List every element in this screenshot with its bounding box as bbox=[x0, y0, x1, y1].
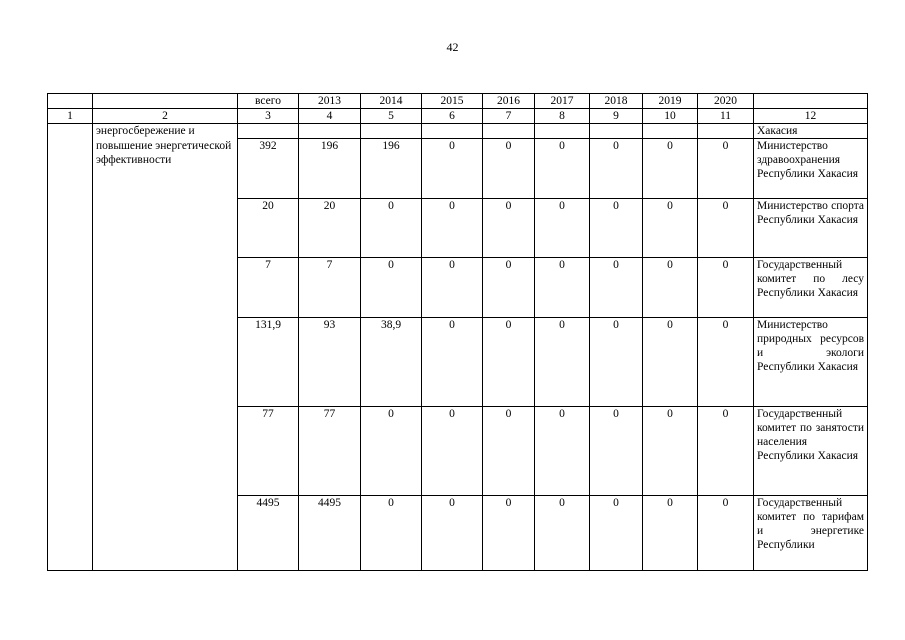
year-value: 0 bbox=[698, 139, 754, 199]
year-value: 0 bbox=[483, 407, 535, 496]
year-value: 4495 bbox=[299, 496, 361, 571]
year-value: 0 bbox=[535, 258, 590, 318]
year-value: 0 bbox=[698, 258, 754, 318]
year-value: 0 bbox=[483, 199, 535, 258]
page-number: 42 bbox=[446, 40, 459, 54]
year-value: 20 bbox=[299, 199, 361, 258]
column-number: 6 bbox=[422, 109, 483, 124]
header-cell-year: 2015 bbox=[422, 94, 483, 109]
executor-cell: Министерство здравоохранения Республики Хакасия bbox=[754, 139, 868, 199]
year-value: 0 bbox=[698, 199, 754, 258]
total-value: 131,9 bbox=[238, 318, 299, 407]
year-value: 0 bbox=[590, 139, 643, 199]
year-value: 0 bbox=[643, 496, 698, 571]
year-value: 0 bbox=[422, 407, 483, 496]
header-cell-year: 2019 bbox=[643, 94, 698, 109]
executor-cell: Государственный комитет по занятости населения Республики Хакасия bbox=[754, 407, 868, 496]
year-value: 0 bbox=[590, 199, 643, 258]
year-value: 0 bbox=[422, 199, 483, 258]
column-number-row bbox=[48, 109, 868, 124]
year-value: 38,9 bbox=[361, 318, 422, 407]
year-value: 0 bbox=[590, 407, 643, 496]
column-number: 3 bbox=[238, 109, 299, 124]
year-value: 0 bbox=[361, 199, 422, 258]
year-value: 93 bbox=[299, 318, 361, 407]
year-value: 0 bbox=[535, 496, 590, 571]
year-value: 0 bbox=[643, 318, 698, 407]
column-number: 2 bbox=[93, 109, 238, 124]
year-value: 7 bbox=[299, 258, 361, 318]
year-value: 0 bbox=[483, 318, 535, 407]
year-value: 0 bbox=[643, 199, 698, 258]
header-cell-total: всего bbox=[238, 94, 299, 109]
column-number: 8 bbox=[535, 109, 590, 124]
year-value: 0 bbox=[590, 496, 643, 571]
year-value: 0 bbox=[535, 318, 590, 407]
total-value: 77 bbox=[238, 407, 299, 496]
year-value: 0 bbox=[483, 139, 535, 199]
year-value: 0 bbox=[422, 318, 483, 407]
column-number: 9 bbox=[590, 109, 643, 124]
program-table bbox=[47, 93, 868, 571]
header-cell-year: 2014 bbox=[361, 94, 422, 109]
total-value: 7 bbox=[238, 258, 299, 318]
executor-cell: Министерство спорта Республики Хакасия bbox=[754, 199, 868, 258]
header-cell-year: 2020 bbox=[698, 94, 754, 109]
year-value: 0 bbox=[361, 258, 422, 318]
column-number: 12 bbox=[754, 109, 868, 124]
year-value: 0 bbox=[643, 258, 698, 318]
year-value: 0 bbox=[361, 407, 422, 496]
total-value: 4495 bbox=[238, 496, 299, 571]
executor-cell: Хакасия bbox=[754, 124, 868, 139]
executor-cell: Государственный комитет по лесу Республики Хакасия bbox=[754, 258, 868, 318]
year-value: 0 bbox=[698, 407, 754, 496]
executor-cell: Министерство природных ресурсов и экологи Республики Хакасия bbox=[754, 318, 868, 407]
table-row bbox=[48, 139, 868, 199]
year-value: 0 bbox=[483, 496, 535, 571]
year-value: 0 bbox=[535, 199, 590, 258]
header-cell-year: 2017 bbox=[535, 94, 590, 109]
year-value: 0 bbox=[590, 318, 643, 407]
year-value: 0 bbox=[483, 258, 535, 318]
header-cell bbox=[754, 94, 868, 109]
year-value: 0 bbox=[698, 318, 754, 407]
column-number: 5 bbox=[361, 109, 422, 124]
year-value: 196 bbox=[299, 139, 361, 199]
row-number-cell bbox=[48, 124, 93, 571]
total-value: 392 bbox=[238, 139, 299, 199]
column-number: 4 bbox=[299, 109, 361, 124]
column-number: 1 bbox=[48, 109, 93, 124]
year-value: 0 bbox=[643, 139, 698, 199]
year-value: 0 bbox=[422, 139, 483, 199]
program-name: повышение энергетической эффективности bbox=[93, 139, 238, 571]
header-cell-year: 2016 bbox=[483, 94, 535, 109]
year-value: 0 bbox=[698, 496, 754, 571]
year-value: 0 bbox=[643, 407, 698, 496]
column-number: 7 bbox=[483, 109, 535, 124]
column-number: 11 bbox=[698, 109, 754, 124]
year-value: 0 bbox=[535, 139, 590, 199]
header-row bbox=[48, 94, 868, 109]
header-cell bbox=[48, 94, 93, 109]
year-value: 0 bbox=[535, 407, 590, 496]
total-value: 20 bbox=[238, 199, 299, 258]
table-row-continuation bbox=[48, 124, 868, 139]
program-name-start: энергосбережение и bbox=[93, 124, 238, 139]
year-value: 77 bbox=[299, 407, 361, 496]
year-value: 0 bbox=[361, 496, 422, 571]
year-value: 196 bbox=[361, 139, 422, 199]
year-value: 0 bbox=[590, 258, 643, 318]
executor-cell: Государственный комитет по тарифам и энергетике Республики bbox=[754, 496, 868, 571]
year-value: 0 bbox=[422, 496, 483, 571]
header-cell-year: 2013 bbox=[299, 94, 361, 109]
header-cell bbox=[93, 94, 238, 109]
year-value: 0 bbox=[422, 258, 483, 318]
column-number: 10 bbox=[643, 109, 698, 124]
header-cell-year: 2018 bbox=[590, 94, 643, 109]
